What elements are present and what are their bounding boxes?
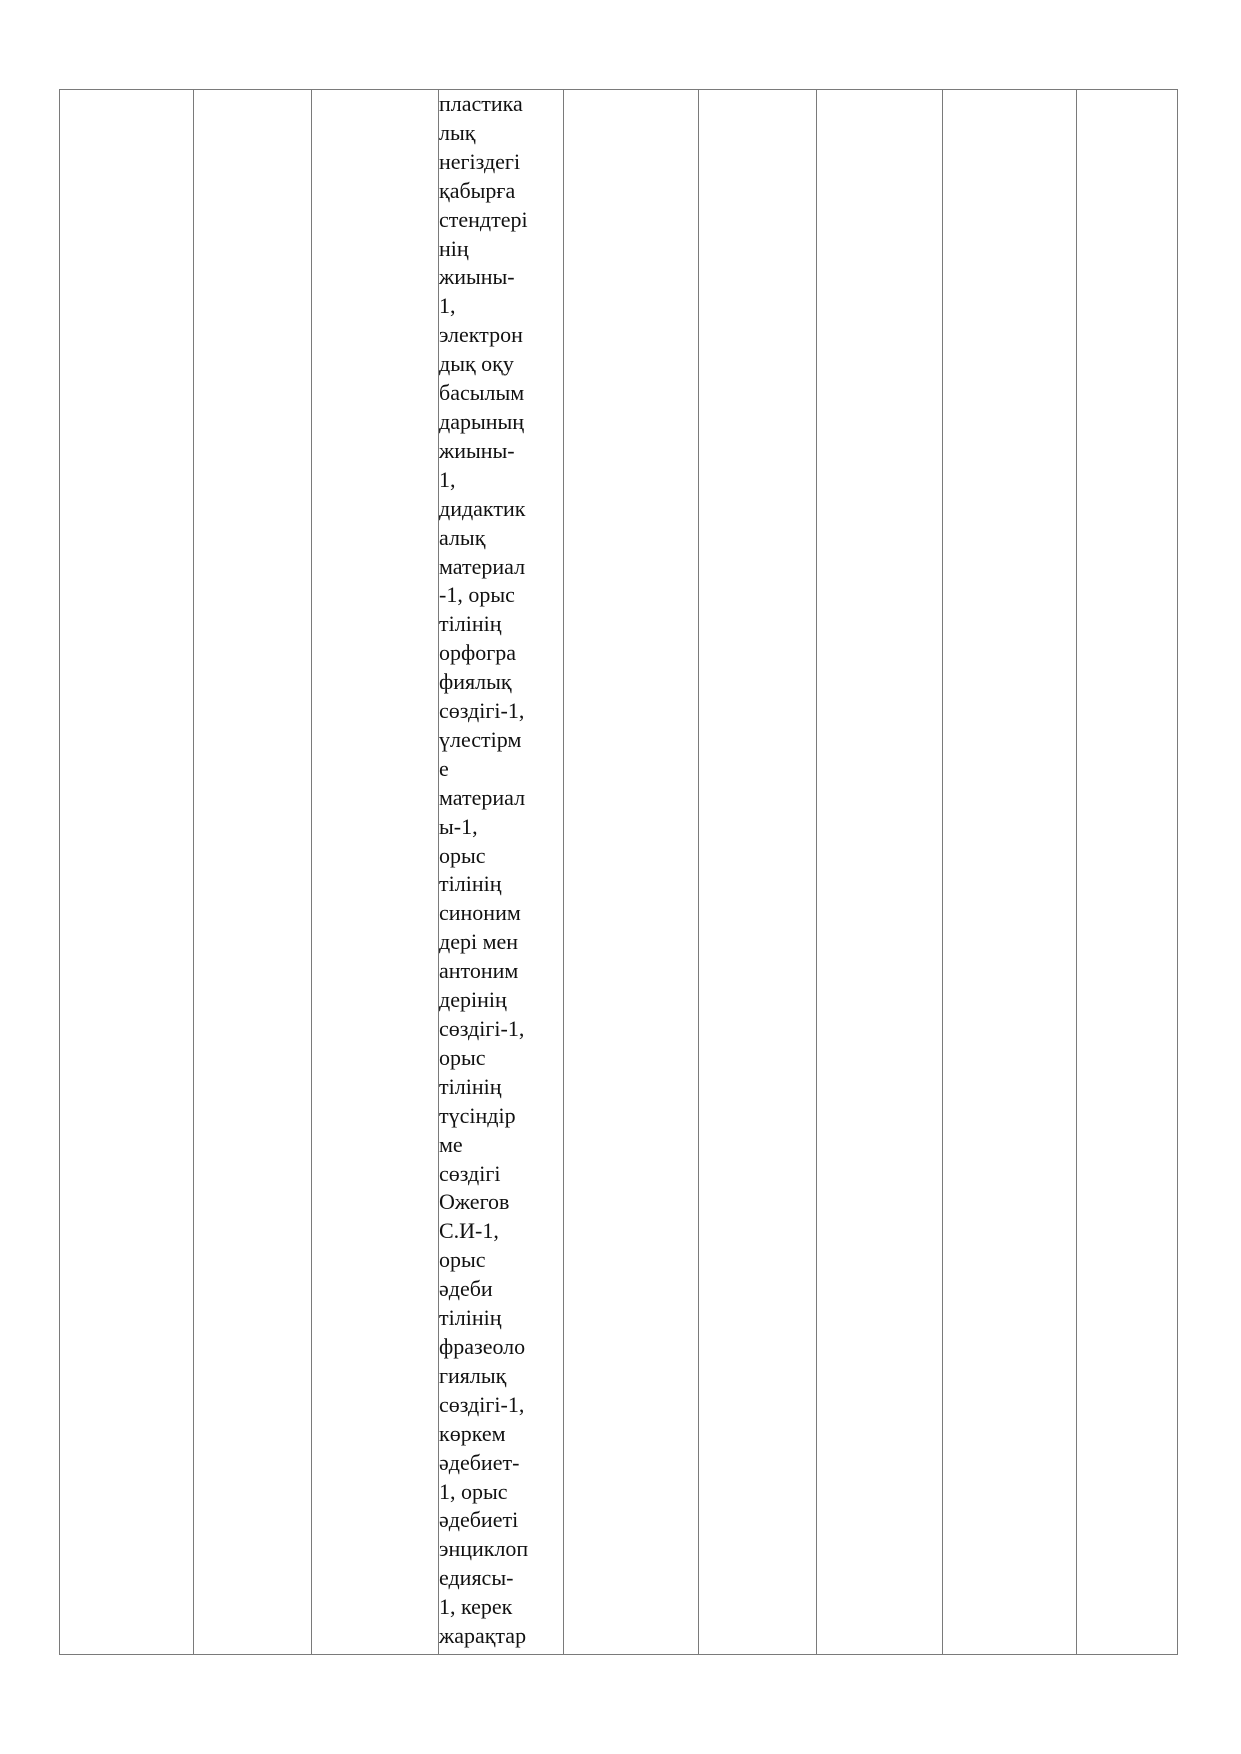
cell-text-line: 1, [439, 466, 456, 492]
cell-text-line: Ожегов [439, 1189, 510, 1215]
cell-text-line: антоним [439, 958, 519, 984]
cell-text-line: материал [439, 784, 526, 810]
table-cell-col-1 [60, 90, 194, 1655]
table-cell-col-5 [564, 90, 699, 1655]
cell-text-line: тілінің [439, 1073, 502, 1099]
cell-text-line: тілінің [439, 871, 502, 897]
cell-text-line: басылым [439, 380, 525, 406]
cell-text-line: дық оқу [439, 351, 514, 377]
cell-text-line: тілінің [439, 611, 502, 637]
cell-text-line: дерінің [439, 987, 507, 1013]
cell-text-line: әдебиет- [439, 1449, 520, 1475]
table-cell-col-2 [194, 90, 312, 1655]
cell-text-line: орыс [439, 842, 486, 868]
cell-text-line: әдеби [439, 1276, 493, 1302]
table-row [60, 90, 1178, 1655]
cell-text-line: жиыны- [439, 437, 515, 463]
cell-text-line: негіздегі [439, 148, 521, 174]
cell-text-line: е [439, 755, 449, 781]
cell-text-line: орыс [439, 1044, 486, 1070]
cell-text-line: әдебиеті [439, 1507, 519, 1533]
cell-text-line: 1, керек [439, 1594, 513, 1620]
cell-text-line: орыс [439, 1247, 486, 1273]
equipment-table [59, 89, 1178, 1655]
table-cell-col-6 [699, 90, 817, 1655]
table-cell-col-3 [312, 90, 439, 1655]
cell-text-line: 1, орыс [439, 1478, 508, 1504]
cell-text-line: сөздігі [439, 1160, 501, 1186]
cell-text-line: көркем [439, 1420, 506, 1446]
table-cell-col-8 [943, 90, 1077, 1655]
cell-text-line: сөздігі-1, [439, 1016, 525, 1041]
cell-text-line: жиыны- [439, 264, 515, 290]
cell-text-line: дарының [439, 408, 525, 434]
cell-text-line: дері мен [439, 929, 519, 955]
cell-text-line: үлестірм [439, 726, 522, 752]
cell-text-line: түсіндір [439, 1102, 516, 1128]
cell-text-line: электрон [439, 322, 523, 348]
cell-text-line: ы-1, [439, 813, 478, 839]
table-cell-col-7 [817, 90, 943, 1655]
cell-text-line: орфогра [439, 640, 517, 666]
cell-text-line: жарақтар [439, 1623, 527, 1649]
cell-text-line: С.И-1, [439, 1218, 499, 1244]
cell-text-line: стендтері [439, 206, 528, 232]
cell-text-line: сөздігі-1, [439, 698, 525, 724]
cell-text-line: нің [439, 235, 469, 261]
cell-text-line: 1, [439, 293, 456, 319]
cell-text-line: алық [439, 524, 486, 550]
cell-text-line: сөздігі-1, [439, 1391, 525, 1417]
cell-text-line: лық [439, 119, 476, 145]
cell-text-line: синоним [439, 900, 521, 926]
cell-text-line: фразеоло [439, 1333, 526, 1359]
cell-text-line: пластика [439, 91, 523, 116]
cell-text-line: қабырға [439, 177, 516, 203]
cell-text-line: фиялық [439, 669, 512, 695]
table-cell-equipment-list [439, 90, 564, 1655]
cell-text-line: тілінің [439, 1305, 502, 1331]
table-cell-col-9 [1077, 90, 1178, 1655]
cell-text-line: ме [439, 1131, 463, 1157]
cell-text-line: энциклоп [439, 1536, 529, 1562]
cell-text-line: едиясы- [439, 1565, 514, 1591]
cell-text-line: дидактик [439, 495, 526, 521]
cell-text-line: -1, орыс [439, 582, 515, 608]
cell-text-line: гиялық [439, 1362, 507, 1388]
cell-text-line: материал [439, 553, 526, 579]
